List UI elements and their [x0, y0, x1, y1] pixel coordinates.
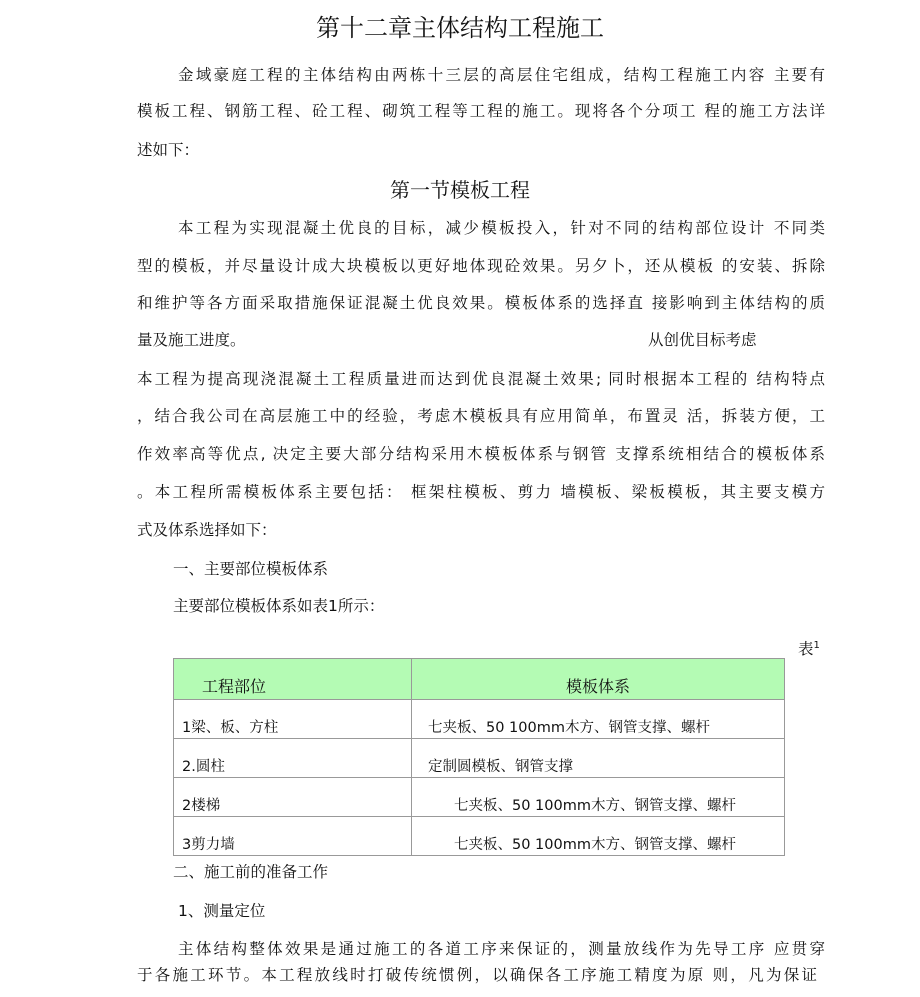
table-cell: 七夹板、50 100mm木方、钢管支撑、螺杆 — [412, 817, 785, 856]
table-cell: 2.圆柱 — [174, 739, 412, 778]
table-header-row — [174, 659, 785, 700]
paragraph-line: 。本工程所需模板体系主要包括： 框架柱模板、剪力 墙模板、梁板模板，其主要支模方 — [137, 483, 825, 501]
formwork-table — [173, 658, 785, 856]
intro-line: 金域豪庭工程的主体结构由两栋十三层的高层住宅组成，结构工程施工内容 主要有 — [178, 66, 825, 84]
intro-line: 模板工程、钢筋工程、砼工程、砌筑工程等工程的施工。现将各个分项工 程的施工方法详 — [137, 102, 825, 120]
heading-survey: 1、测量定位 — [178, 902, 266, 920]
table-label-text: 表 — [798, 640, 814, 659]
table-label — [798, 636, 820, 659]
section-title: 第一节模板工程 — [390, 178, 530, 202]
table-cell: 七夹板、50 100mm木方、钢管支撑、螺杆 — [412, 700, 785, 739]
table-cell: 定制圆模板、钢管支撑 — [412, 739, 785, 778]
heading-preparation: 二、施工前的准备工作 — [173, 863, 329, 881]
header-cell: 模板体系 — [412, 659, 785, 700]
paragraph-line: 式及体系选择如下： — [137, 521, 277, 539]
table-cell: 2楼梯 — [174, 778, 412, 817]
paragraph-line: 本工程为提高现浇混凝土工程质量进而达到优良混凝土效果; 同时根据本工程的 结构特点 — [137, 370, 825, 388]
paragraph-line: 于各施工环节。本工程放线时打破传统惯例，以确保各工序施工精度为原 则，凡为保证 — [137, 966, 817, 984]
paragraph-line: 从创优目标考虑 — [648, 331, 757, 349]
paragraph-line: ，结合我公司在高层施工中的经验，考虑木模板具有应用简单，布置灵 活，拆装方便，工 — [137, 407, 825, 425]
table-cell: 七夹板、50 100mm木方、钢管支撑、螺杆 — [412, 778, 785, 817]
table-intro: 主要部位模板体系如表1所示： — [173, 597, 385, 615]
table-row — [174, 778, 785, 817]
table-row — [174, 817, 785, 856]
table-label-number: 1 — [813, 640, 820, 651]
table-row — [174, 700, 785, 739]
paragraph-line: 本工程为实现混凝土优良的目标，减少模板投入，针对不同的结构部位设计 不同类 — [178, 219, 825, 237]
table-cell: 1梁、板、方柱 — [174, 700, 412, 739]
table-cell: 3剪力墙 — [174, 817, 412, 856]
table-row — [174, 739, 785, 778]
paragraph-line: 型的模板，并尽量设计成大块模板以更好地体现砼效果。另夕卜，还从模板 的安装、拆除 — [137, 257, 825, 275]
intro-line: 述如下： — [137, 141, 200, 159]
paragraph-line: 量及施工进度。 — [137, 331, 246, 349]
paragraph-line: 主体结构整体效果是通过施工的各道工序来保证的，测量放线作为先导工序 应贯穿 — [178, 940, 825, 958]
paragraph-line: 和维护等各方面采取措施保证混凝土优良效果。模板体系的选择直 接影响到主体结构的质 — [137, 294, 825, 312]
header-cell: 工程部位 — [174, 659, 412, 700]
paragraph-line: 作效率高等优点, 决定主要大部分结构采用木模板体系与钢管 支撑系统相结合的模板体系 — [137, 445, 825, 463]
chapter-title: 第十二章主体结构工程施工 — [316, 14, 604, 42]
heading-main-formwork: 一、主要部位模板体系 — [173, 560, 329, 578]
